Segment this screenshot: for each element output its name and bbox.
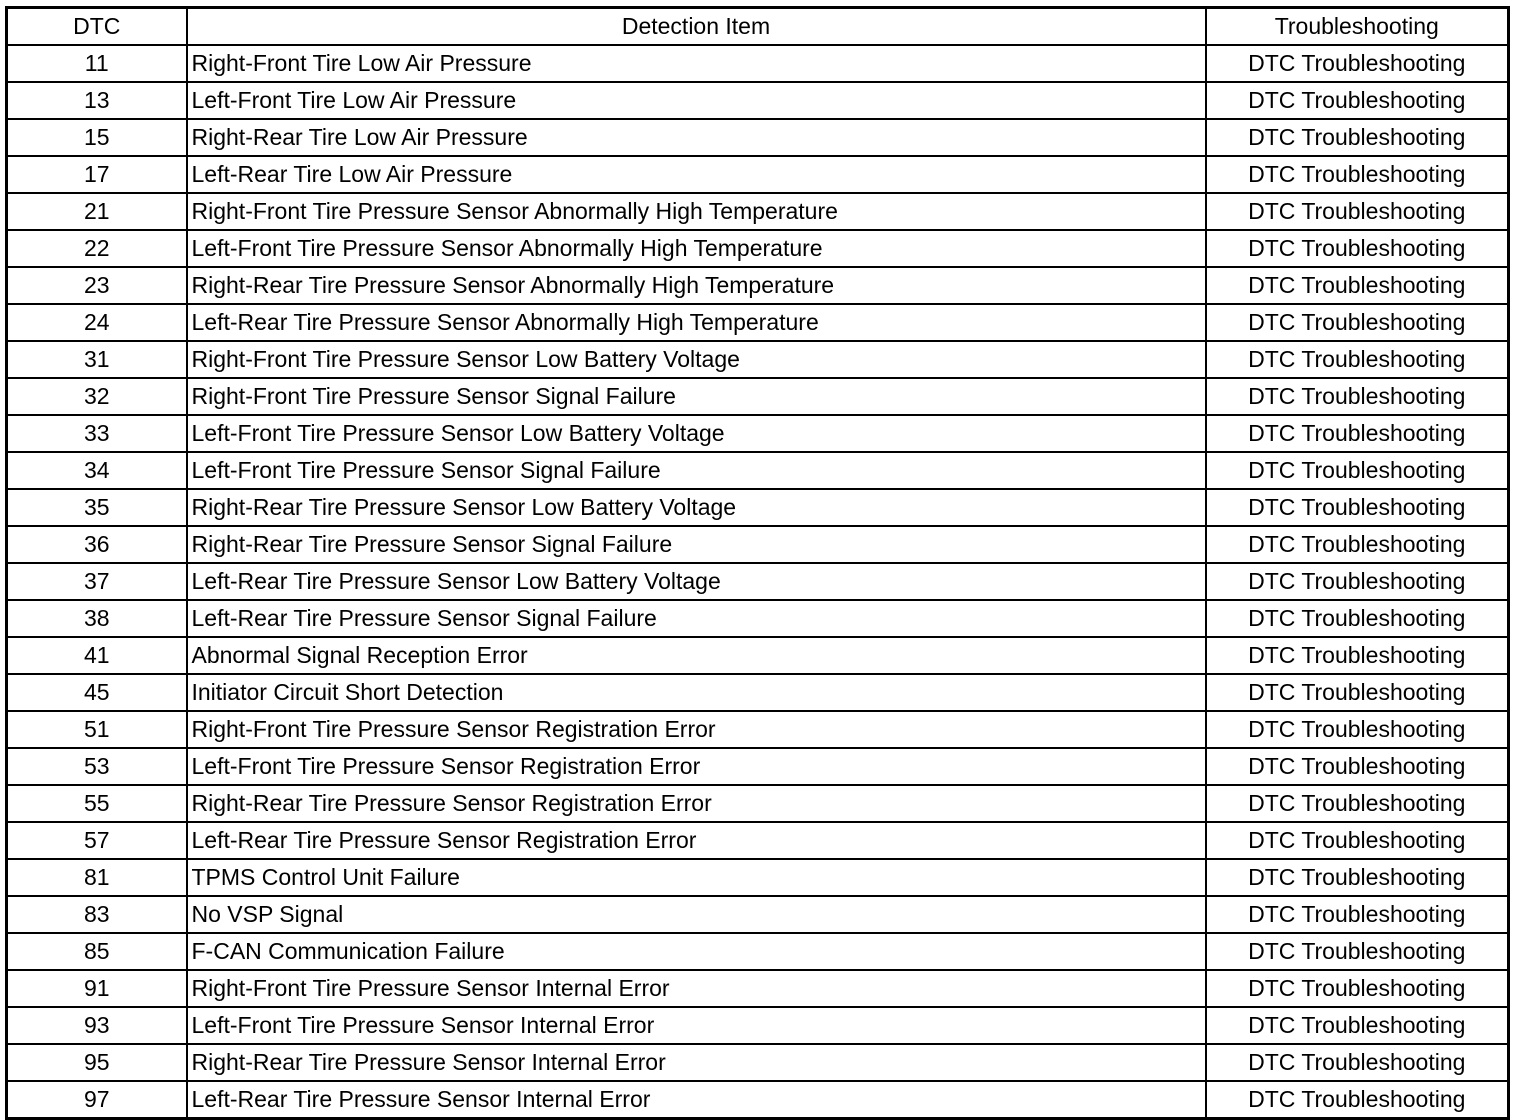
detection-item: Left-Front Tire Pressure Sensor Registration Error [187,748,1206,785]
troubleshooting-link[interactable]: DTC Troubleshooting [1248,87,1466,113]
troubleshooting-link[interactable]: DTC Troubleshooting [1248,235,1466,261]
table-row [7,193,1509,230]
dtc-code: 38 [7,600,187,637]
troubleshooting-link[interactable]: DTC Troubleshooting [1248,272,1466,298]
detection-item: Right-Rear Tire Low Air Pressure [187,119,1206,156]
detection-item: Abnormal Signal Reception Error [187,637,1206,674]
table-row [7,1081,1509,1119]
dtc-code: 24 [7,304,187,341]
table-row [7,748,1509,785]
dtc-code: 45 [7,674,187,711]
dtc-code: 36 [7,526,187,563]
troubleshooting-link[interactable]: DTC Troubleshooting [1248,753,1466,779]
troubleshooting-cell [1206,82,1509,119]
dtc-code: 85 [7,933,187,970]
troubleshooting-cell [1206,859,1509,896]
troubleshooting-cell [1206,563,1509,600]
dtc-code: 53 [7,748,187,785]
detection-item: Left-Rear Tire Pressure Sensor Signal Failure [187,600,1206,637]
detection-item: Right-Rear Tire Pressure Sensor Internal Error [187,1044,1206,1081]
detection-item: No VSP Signal [187,896,1206,933]
table-row [7,822,1509,859]
dtc-code: 31 [7,341,187,378]
troubleshooting-link[interactable]: DTC Troubleshooting [1248,531,1466,557]
detection-item: Right-Front Tire Pressure Sensor Low Battery Voltage [187,341,1206,378]
troubleshooting-link[interactable]: DTC Troubleshooting [1248,124,1466,150]
troubleshooting-cell [1206,1007,1509,1044]
troubleshooting-cell [1206,1081,1509,1119]
detection-item: Right-Front Tire Pressure Sensor Registration Error [187,711,1206,748]
table-row [7,156,1509,193]
detection-item: Left-Rear Tire Low Air Pressure [187,156,1206,193]
detection-item: Left-Front Tire Pressure Sensor Signal Failure [187,452,1206,489]
detection-item: Right-Front Tire Pressure Sensor Internal Error [187,970,1206,1007]
table-row [7,637,1509,674]
troubleshooting-cell [1206,156,1509,193]
table-row [7,1007,1509,1044]
table-row [7,452,1509,489]
dtc-code: 34 [7,452,187,489]
troubleshooting-link[interactable]: DTC Troubleshooting [1248,864,1466,890]
troubleshooting-link[interactable]: DTC Troubleshooting [1248,975,1466,1001]
table-row [7,785,1509,822]
dtc-code: 32 [7,378,187,415]
troubleshooting-cell [1206,785,1509,822]
troubleshooting-cell [1206,230,1509,267]
detection-item: F-CAN Communication Failure [187,933,1206,970]
troubleshooting-cell [1206,45,1509,82]
table-row [7,267,1509,304]
table-row [7,896,1509,933]
troubleshooting-link[interactable]: DTC Troubleshooting [1248,679,1466,705]
detection-item: Left-Rear Tire Pressure Sensor Abnormally High Temperature [187,304,1206,341]
detection-item: TPMS Control Unit Failure [187,859,1206,896]
troubleshooting-cell [1206,341,1509,378]
table-row [7,45,1509,82]
table-row [7,230,1509,267]
dtc-code: 11 [7,45,187,82]
table-row [7,341,1509,378]
troubleshooting-link[interactable]: DTC Troubleshooting [1248,1086,1466,1112]
table-row [7,489,1509,526]
dtc-code: 41 [7,637,187,674]
dtc-code: 81 [7,859,187,896]
table-row [7,563,1509,600]
troubleshooting-cell [1206,193,1509,230]
troubleshooting-link[interactable]: DTC Troubleshooting [1248,901,1466,927]
detection-item: Right-Rear Tire Pressure Sensor Abnormally High Temperature [187,267,1206,304]
troubleshooting-cell [1206,748,1509,785]
dtc-code: 17 [7,156,187,193]
troubleshooting-link[interactable]: DTC Troubleshooting [1248,383,1466,409]
header-troubleshooting: Troubleshooting [1206,8,1509,46]
dtc-code: 93 [7,1007,187,1044]
dtc-code: 51 [7,711,187,748]
dtc-code: 33 [7,415,187,452]
detection-item: Left-Front Tire Pressure Sensor Abnormally High Temperature [187,230,1206,267]
detection-item: Right-Rear Tire Pressure Sensor Registration Error [187,785,1206,822]
troubleshooting-link[interactable]: DTC Troubleshooting [1248,1012,1466,1038]
dtc-code: 95 [7,1044,187,1081]
troubleshooting-cell [1206,415,1509,452]
troubleshooting-cell [1206,378,1509,415]
troubleshooting-link[interactable]: DTC Troubleshooting [1248,198,1466,224]
detection-item: Right-Front Tire Low Air Pressure [187,45,1206,82]
troubleshooting-cell [1206,970,1509,1007]
troubleshooting-link[interactable]: DTC Troubleshooting [1248,457,1466,483]
detection-item: Left-Rear Tire Pressure Sensor Low Battery Voltage [187,563,1206,600]
troubleshooting-cell [1206,896,1509,933]
troubleshooting-link[interactable]: DTC Troubleshooting [1248,1049,1466,1075]
troubleshooting-cell [1206,304,1509,341]
detection-item: Right-Front Tire Pressure Sensor Abnormally High Temperature [187,193,1206,230]
dtc-code: 55 [7,785,187,822]
dtc-code: 83 [7,896,187,933]
dtc-code: 57 [7,822,187,859]
troubleshooting-cell [1206,822,1509,859]
header-dtc: DTC [7,8,187,46]
troubleshooting-cell [1206,526,1509,563]
dtc-code: 13 [7,82,187,119]
table-row [7,859,1509,896]
dtc-table [5,6,1510,1120]
troubleshooting-link[interactable]: DTC Troubleshooting [1248,420,1466,446]
header-detection-item: Detection Item [187,8,1206,46]
troubleshooting-cell [1206,1044,1509,1081]
troubleshooting-link[interactable]: DTC Troubleshooting [1248,790,1466,816]
dtc-code: 97 [7,1081,187,1119]
dtc-code: 35 [7,489,187,526]
table-row [7,1044,1509,1081]
detection-item: Initiator Circuit Short Detection [187,674,1206,711]
troubleshooting-cell [1206,674,1509,711]
troubleshooting-link[interactable]: DTC Troubleshooting [1248,568,1466,594]
detection-item: Right-Rear Tire Pressure Sensor Low Battery Voltage [187,489,1206,526]
troubleshooting-cell [1206,637,1509,674]
troubleshooting-cell [1206,933,1509,970]
troubleshooting-cell [1206,711,1509,748]
dtc-code: 23 [7,267,187,304]
table-row [7,119,1509,156]
detection-item: Left-Front Tire Pressure Sensor Internal Error [187,1007,1206,1044]
troubleshooting-cell [1206,489,1509,526]
detection-item: Left-Rear Tire Pressure Sensor Internal Error [187,1081,1206,1119]
table-row [7,970,1509,1007]
troubleshooting-link[interactable]: DTC Troubleshooting [1248,309,1466,335]
table-row [7,711,1509,748]
dtc-code: 22 [7,230,187,267]
detection-item: Left-Rear Tire Pressure Sensor Registration Error [187,822,1206,859]
troubleshooting-cell [1206,600,1509,637]
troubleshooting-cell [1206,452,1509,489]
troubleshooting-link[interactable]: DTC Troubleshooting [1248,716,1466,742]
troubleshooting-link[interactable]: DTC Troubleshooting [1248,161,1466,187]
detection-item: Left-Front Tire Low Air Pressure [187,82,1206,119]
table-row [7,304,1509,341]
troubleshooting-link[interactable]: DTC Troubleshooting [1248,494,1466,520]
dtc-code: 21 [7,193,187,230]
table-row [7,526,1509,563]
troubleshooting-link[interactable]: DTC Troubleshooting [1248,346,1466,372]
troubleshooting-link[interactable]: DTC Troubleshooting [1248,827,1466,853]
dtc-code: 37 [7,563,187,600]
table-row [7,378,1509,415]
troubleshooting-cell [1206,119,1509,156]
table-row [7,82,1509,119]
troubleshooting-cell [1206,267,1509,304]
table-row [7,674,1509,711]
table-body [7,45,1509,1119]
table-row [7,600,1509,637]
detection-item: Right-Front Tire Pressure Sensor Signal Failure [187,378,1206,415]
dtc-code: 15 [7,119,187,156]
troubleshooting-link[interactable]: DTC Troubleshooting [1248,938,1466,964]
table-row [7,415,1509,452]
detection-item: Left-Front Tire Pressure Sensor Low Battery Voltage [187,415,1206,452]
dtc-code: 91 [7,970,187,1007]
header-row [7,8,1509,46]
troubleshooting-link[interactable]: DTC Troubleshooting [1248,605,1466,631]
troubleshooting-link[interactable]: DTC Troubleshooting [1248,50,1466,76]
detection-item: Right-Rear Tire Pressure Sensor Signal Failure [187,526,1206,563]
troubleshooting-link[interactable]: DTC Troubleshooting [1248,642,1466,668]
table-row [7,933,1509,970]
